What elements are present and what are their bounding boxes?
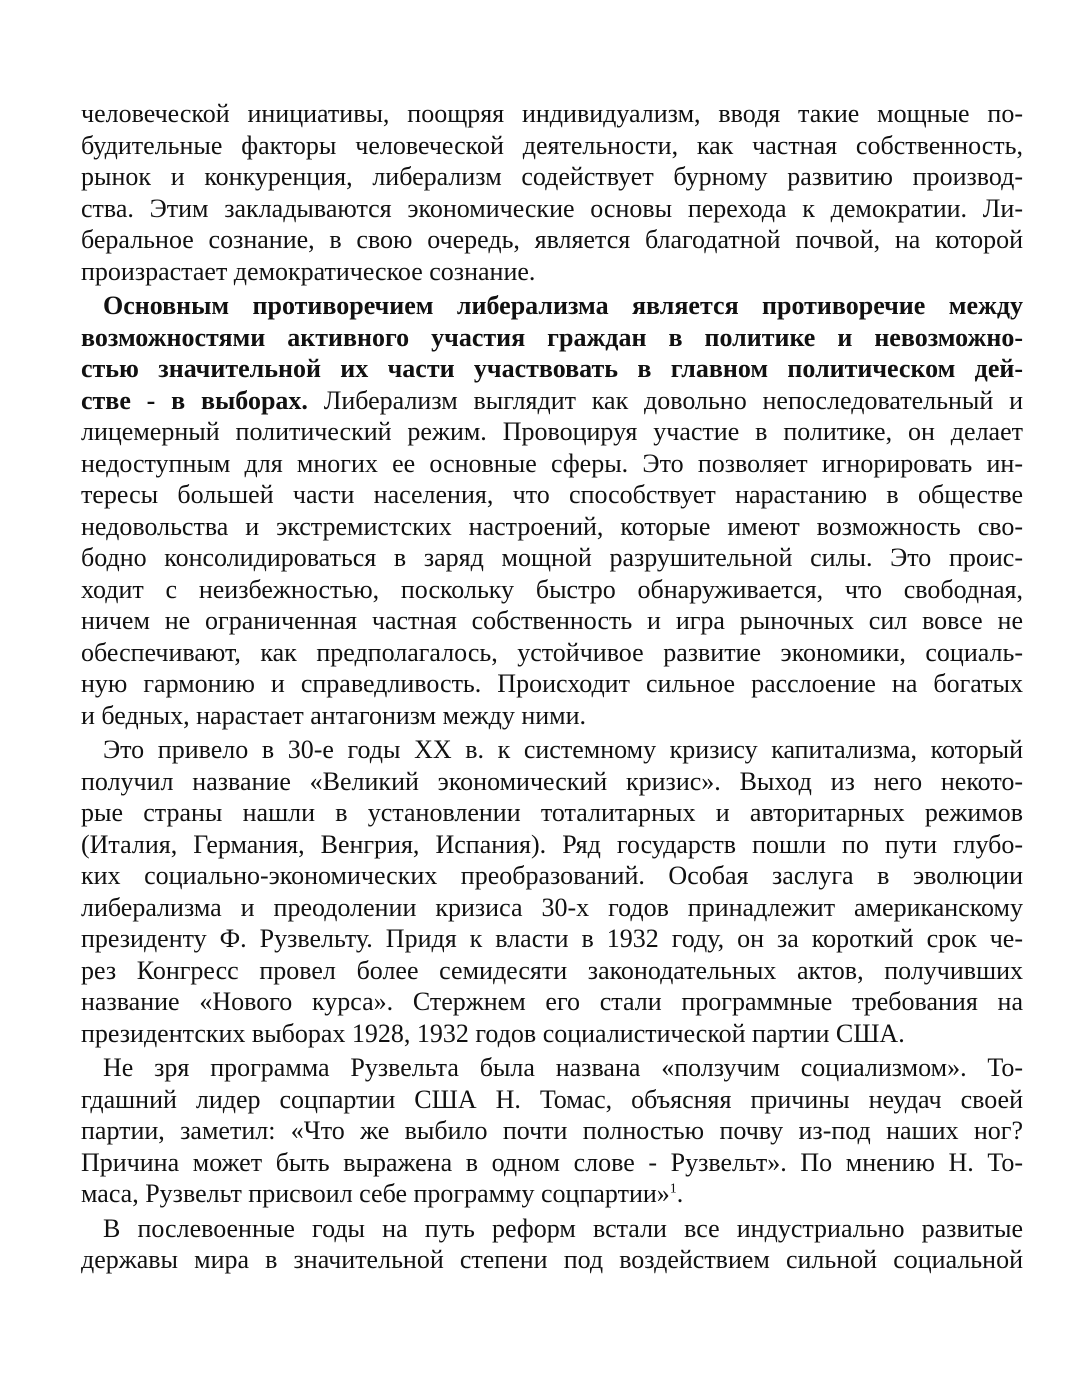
document-page: [81, 98, 1023, 1276]
paragraph-4: [81, 1052, 1023, 1210]
text-line: В послевоенные годы на путь реформ встали все индустриально развитые: [103, 1213, 1023, 1243]
text-line: человеческой инициативы, поощряя индивидуализм, вводя такие мощные по-: [81, 99, 1023, 128]
footnote-ref: 1: [669, 1181, 677, 1197]
text-line: партии, заметил: «Что же выбило почти полностью почву из-под наших ног?: [81, 1116, 1023, 1145]
text-line: недоступным для многих ее основные сферы. Это позволяет игнорировать ин-: [81, 448, 1023, 478]
bold-fragment: стве - в выборах.: [81, 385, 308, 415]
text-line: президентских выборах 1928, 1932 годов социалистической партии США.: [81, 1018, 905, 1048]
text-line: рез Конгресс провел более семидесяти законодательных актов, получивших: [81, 955, 1023, 985]
text-line: и бедных, нарастает антагонизм между ними.: [81, 700, 587, 730]
text-line: ничем не ограниченная частная собственность и игра рыночных сил вовсе не: [81, 606, 1023, 635]
text-line: ную гармонию и справедливость. Происходит сильное расслоение на богатых: [81, 669, 1023, 698]
regular-fragment: Либерализм выглядит как довольно непоследовательный и: [307, 385, 1023, 415]
paragraph-1: [81, 98, 1023, 287]
text-line: ходит с неизбежностью, поскольку быстро обнаруживается, что свободная,: [81, 574, 1023, 604]
text-fragment: маса, Рузвельт присвоил себе программу соцпартии»: [81, 1179, 670, 1208]
text-line: обеспечивают, как предполагалось, устойчивое развитие экономики, социаль-: [81, 637, 1023, 667]
text-line: название «Нового курса». Стержнем его стали программные требования на: [81, 987, 1023, 1016]
mixed-text-line: [81, 385, 1023, 417]
text-line: президенту Ф. Рузвельту. Придя к власти в 1932 году, он за короткий срок че-: [81, 924, 1023, 953]
text-line: [81, 1178, 1023, 1210]
text-line: ства. Этим закладываются экономические основы перехода к демократии. Ли-: [81, 193, 1023, 223]
text-line: рынок и конкуренция, либерализм содействует бурному развитию производ-: [81, 162, 1023, 191]
text-line: тересы большей части населения, что способствует нарастанию в обществе: [81, 480, 1023, 509]
text-line: либерализма и преодолении кризиса 30-х годов принадлежит американскому: [81, 892, 1023, 922]
text-line: рые страны нашли в установлении тоталитарных и авторитарных режимов: [81, 798, 1023, 827]
paragraph-2: [81, 290, 1023, 731]
text-line: гдашний лидер соцпартии США Н. Томас, объясняя причины неудач своей: [81, 1084, 1023, 1114]
bold-text-line: Основным противоречием либерализма является противоречие между: [103, 291, 1023, 320]
text-line: Это привело в 30-е годы XX в. к системному кризису капитализма, который: [103, 735, 1023, 764]
text-line: Не зря программа Рузвельта была названа «ползучим социализмом». То-: [103, 1053, 1023, 1082]
text-line: недовольства и экстремистских настроений, которые имеют возможность сво-: [81, 511, 1023, 541]
text-line: будительные факторы человеческой деятельности, как частная собственность,: [81, 130, 1023, 160]
text-line: бодно консолидироваться в заряд мощной разрушительной силы. Это проис-: [81, 543, 1023, 572]
text-line: произрастает демократическое сознание.: [81, 256, 536, 286]
paragraph-3: [81, 734, 1023, 1049]
bold-text-line: стью значительной их части участвовать в главном политическом дей-: [81, 354, 1023, 383]
bold-text-line: возможностями активного участия граждан в политике и невозможно-: [81, 322, 1023, 352]
text-line: ких социально-экономических преобразований. Особая заслуга в эволюции: [81, 861, 1023, 890]
paragraph-5: [81, 1213, 1023, 1276]
text-line: получил название «Великий экономический кризис». Выход из него некото-: [81, 766, 1023, 796]
text-line: лицемерный политический режим. Провоцируя участие в политике, он делает: [81, 417, 1023, 446]
end-punctuation: .: [676, 1179, 684, 1208]
text-line: (Италия, Германия, Венгрия, Испания). Ряд государств пошли по пути глубо-: [81, 829, 1023, 859]
text-line: беральное сознание, в свою очередь, является благодатной почвой, на которой: [81, 225, 1023, 254]
text-line: державы мира в значительной степени под воздействием сильной социальной: [81, 1245, 1023, 1274]
text-line: Причина может быть выражена в одном слове - Рузвельт». По мнению Н. То-: [81, 1147, 1023, 1177]
